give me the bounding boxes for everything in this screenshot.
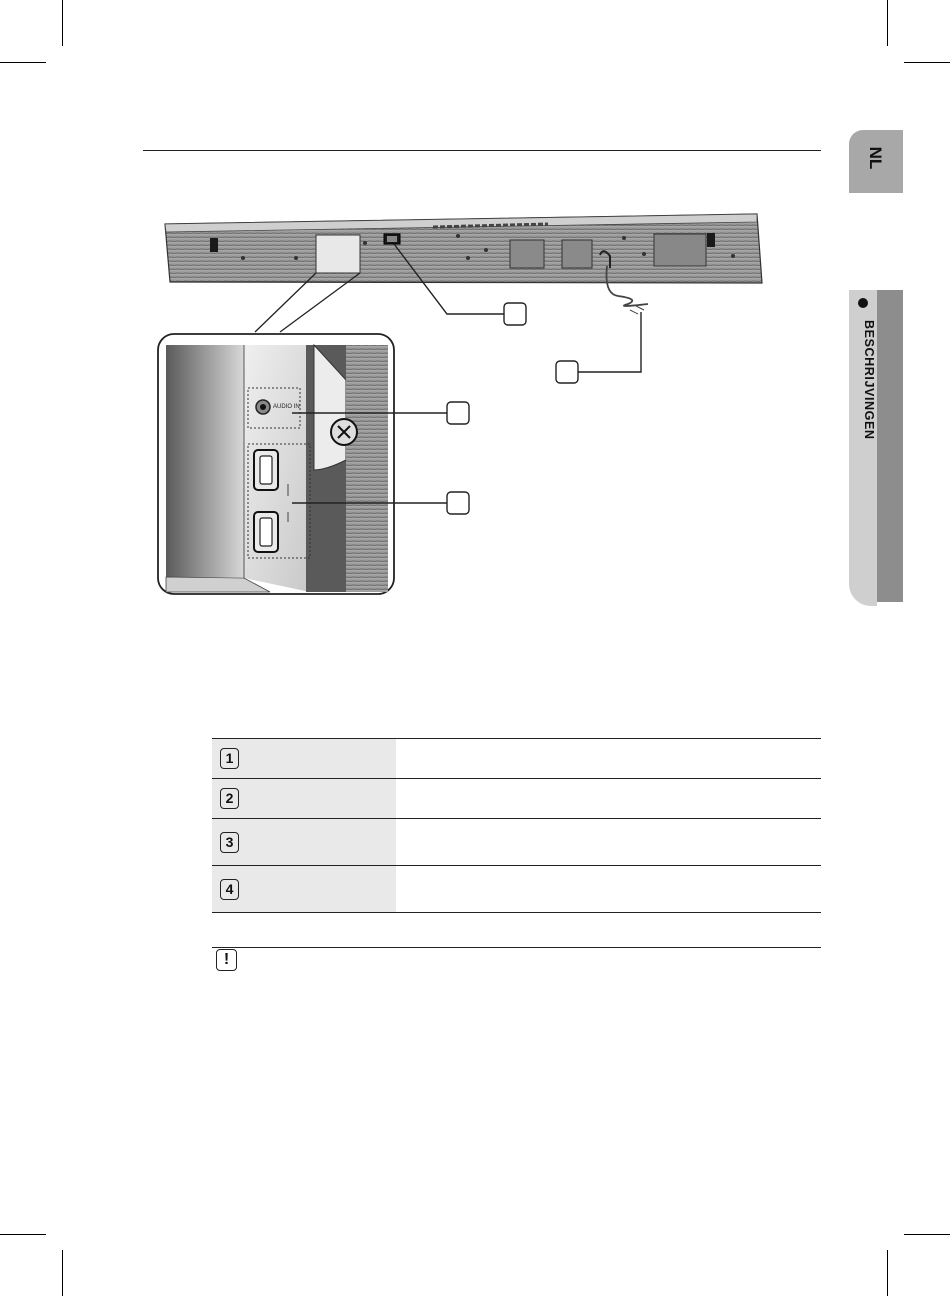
- zoom-detail-panel: [158, 334, 394, 594]
- part-number: 2: [220, 788, 239, 809]
- callout-box: [504, 303, 526, 325]
- crop-mark: [0, 1234, 46, 1235]
- table-row: [212, 779, 821, 819]
- part-number: 3: [220, 832, 239, 853]
- callout-box: [447, 492, 469, 514]
- table-row: [212, 866, 821, 913]
- part-number: 1: [220, 748, 239, 769]
- parts-table: [212, 738, 821, 913]
- part-description: [396, 866, 821, 913]
- caution-icon: !: [216, 949, 237, 971]
- part-description: [396, 819, 821, 866]
- note-rule: [212, 947, 821, 948]
- part-description: [396, 779, 821, 819]
- part-description: [396, 739, 821, 779]
- callout-box: [447, 402, 469, 424]
- audio-in-label: AUDIO IN: [273, 404, 300, 410]
- section-label: BESCHRIJVINGEN: [862, 320, 876, 440]
- language-label: NL: [866, 146, 885, 170]
- crop-mark: [887, 1250, 888, 1296]
- crop-mark: [62, 1250, 63, 1296]
- part-number: 4: [220, 879, 239, 900]
- crop-mark: [904, 1234, 950, 1235]
- soundbar-rear-illustration: [0, 0, 950, 640]
- table-row: [212, 819, 821, 866]
- table-row: [212, 739, 821, 779]
- callout-box: [556, 361, 578, 383]
- soundbar-body: [165, 214, 762, 314]
